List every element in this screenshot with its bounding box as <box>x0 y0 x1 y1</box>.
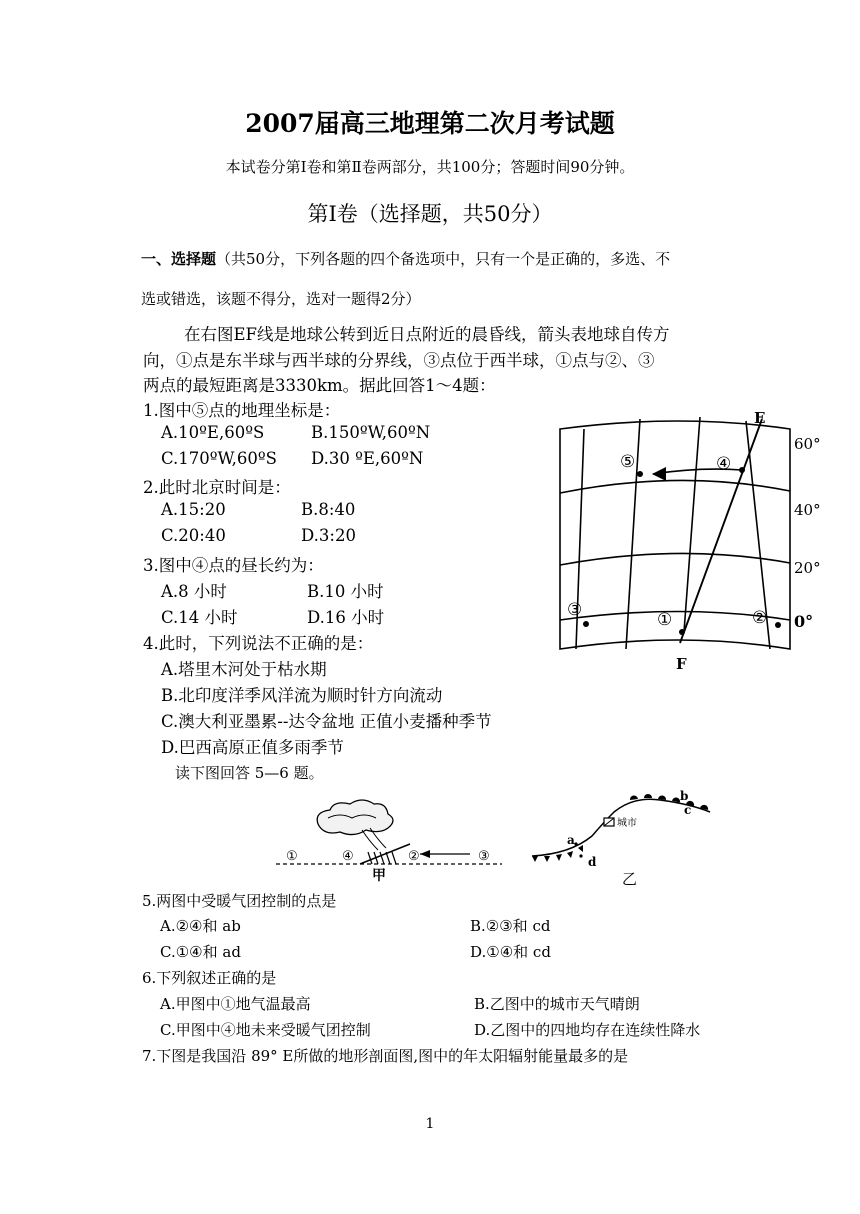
point-1-dot <box>679 629 685 635</box>
q6-option-a: A.甲图中①地气温最高 <box>160 995 311 1013</box>
q2-option-c: C.20:40 <box>161 526 226 545</box>
q2-option-b: B.8:40 <box>301 500 356 519</box>
part1-heading: 一、选择题 <box>141 250 217 268</box>
q1-option-d: D.30 ºE,60ºN <box>311 449 424 468</box>
point-2-dot <box>775 622 781 628</box>
q6-option-b: B.乙图中的城市天气晴朗 <box>474 995 640 1013</box>
terminator-diagram <box>540 405 850 675</box>
passage-line-2: 向，①点是东半球与西半球的分界线，③点位于西半球，①点与②、③ <box>143 351 655 370</box>
lat-label-60: 60° <box>794 435 821 453</box>
lat-label-0: 0° <box>794 612 814 631</box>
q1-option-c: C.170ºW,60ºS <box>161 449 277 468</box>
page-number: 1 <box>425 1116 435 1132</box>
meridian-3 <box>684 417 700 632</box>
point-5-label: ⑤ <box>620 452 636 472</box>
label-f: F <box>676 655 687 673</box>
point-4-label: ④ <box>716 454 732 474</box>
q6-option-d: D.乙图中的四地均存在连续性降水 <box>474 1021 701 1039</box>
read-instruction: 读下图回答 5—6 题。 <box>175 764 324 782</box>
front-diagrams <box>270 782 720 892</box>
q5-option-b: B.②③和 cd <box>470 917 551 935</box>
q3-option-c: C.14 小时 <box>161 608 238 627</box>
latitude-line-20 <box>560 553 790 565</box>
point-2-label: ② <box>752 608 768 628</box>
latitude-line-40 <box>560 480 790 493</box>
question-2-stem: 2.此时北京时间是： <box>143 478 291 497</box>
q2-option-d: D.3:20 <box>301 526 356 545</box>
yi-cold-front-teeth <box>532 845 583 862</box>
question-3-stem: 3.图中④点的昼长约为： <box>143 556 324 575</box>
lat-label-20: 20° <box>794 559 821 577</box>
yi-letter-a: a <box>567 833 575 847</box>
yi-label: 乙 <box>622 870 638 888</box>
jia-point-3: ③ <box>478 849 490 864</box>
q6-option-c: C.甲图中④地未来受暖气团控制 <box>160 1021 371 1039</box>
point-1-label: ① <box>657 610 673 630</box>
jia-point-2: ② <box>408 849 420 864</box>
jia-point-4: ④ <box>342 849 354 864</box>
q4-option-c: C.澳大利亚墨累--达令盆地 正值小麦播种季节 <box>161 712 492 731</box>
point-4-dot <box>739 467 745 473</box>
rotation-arrow-icon <box>652 467 666 481</box>
question-6-stem: 6.下列叙述正确的是 <box>142 969 277 987</box>
q5-option-a: A.②④和 ab <box>160 917 241 935</box>
jia-point-1: ① <box>286 849 298 864</box>
question-7-stem: 7.下图是我国沿 89° E所做的地形剖面图,图中的年太阳辐射能量最多的是 <box>142 1047 629 1065</box>
section-title: 第Ⅰ卷（选择题，共50分） <box>307 202 553 226</box>
yi-dot-d <box>579 854 582 857</box>
q4-option-b: B.北印度洋季风洋流为顺时针方向流动 <box>161 686 443 705</box>
question-1-stem: 1.图中⑤点的地理坐标是： <box>143 401 341 420</box>
jia-rain-hatch <box>368 852 396 864</box>
question-5-stem: 5.两图中受暖气团控制的点是 <box>142 892 337 910</box>
part1-instructions-line2: 选或错选，该题不得分，选对一题得2分） <box>141 290 421 308</box>
passage-line-1: 在右图EF线是地球公转到近日点附近的晨昏线，箭头表地球自传方 <box>184 325 670 344</box>
q2-option-a: A.15:20 <box>161 500 226 519</box>
jia-label: 甲 <box>372 868 386 884</box>
yi-city-label: 城市 <box>617 818 637 829</box>
point-3-label: ③ <box>567 600 583 620</box>
yi-dot-b <box>676 800 679 803</box>
point-3-dot <box>583 621 589 627</box>
q4-option-d: D.巴西高原正值多雨季节 <box>161 738 344 757</box>
yi-letter-d: d <box>588 855 597 869</box>
q4-option-a: A.塔里木河处于枯水期 <box>161 660 327 679</box>
q1-option-a: A.10ºE,60ºS <box>161 423 265 442</box>
part1-instructions-line1: （共50分，下列各题的四个备选项中，只有一个是正确的，多选、不 <box>216 250 671 268</box>
lat-label-40: 40° <box>794 501 821 519</box>
exam-subtitle: 本试卷分第Ⅰ卷和第Ⅱ卷两部分，共100分；答题时间90分钟。 <box>225 158 635 176</box>
question-4-stem: 4.此时，下列说法不正确的是： <box>143 634 374 653</box>
part1-instructions <box>141 248 670 269</box>
page-title: 2007届高三地理第二次月考试题 <box>245 109 615 138</box>
q3-option-d: D.16 小时 <box>307 608 385 627</box>
jia-arrow-icon <box>420 850 430 858</box>
q5-option-d: D.①④和 cd <box>470 943 551 961</box>
label-e: E <box>754 409 766 427</box>
passage-line-3: 两点的最短距离是3330km。据此回答1～4题： <box>143 376 496 395</box>
yi-letter-b: b <box>680 789 689 803</box>
yi-dot-a <box>574 842 577 845</box>
q3-option-a: A.8 小时 <box>161 582 227 601</box>
q3-option-b: B.10 小时 <box>307 582 384 601</box>
point-5-dot <box>637 471 643 477</box>
q1-option-b: B.150ºW,60ºN <box>311 423 431 442</box>
q5-option-c: C.①④和 ad <box>160 943 241 961</box>
yi-letter-c: c <box>684 803 692 817</box>
